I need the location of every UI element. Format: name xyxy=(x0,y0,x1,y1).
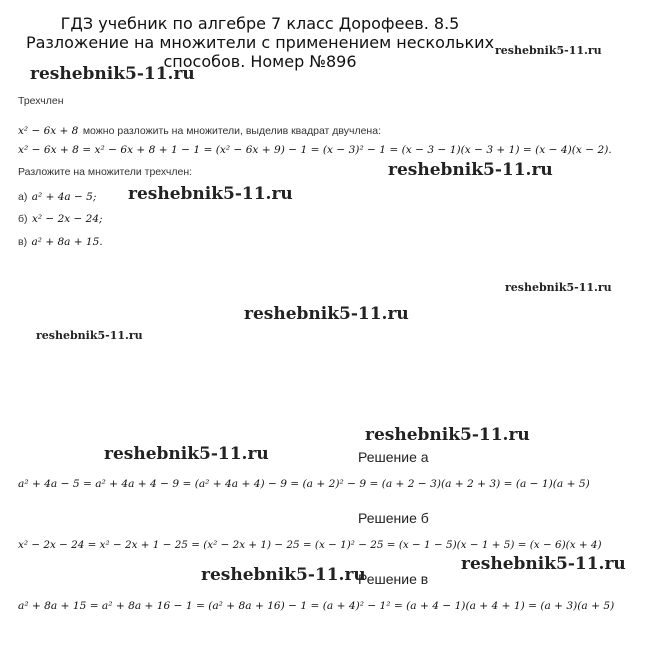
intro-explain xyxy=(18,121,381,139)
solution-heading: Решение б xyxy=(358,510,429,526)
item-expr: x² − 2x − 24; xyxy=(31,213,103,225)
page-title: ГДЗ учебник по алгебре 7 класс Дорофеев. 8.5 Разложение на множители с применением нескольких способов. Номер №896 xyxy=(25,14,495,71)
intro-task: Разложите на множители трехчлен: xyxy=(18,166,193,178)
list-item xyxy=(18,232,103,250)
solution-expr: x² − 2x − 24 = x² − 2x + 1 − 25 = (x² − 2x + 1) − 25 = (x − 1)² − 25 = (x − 1 − 5)(x − 1 + 5) = (x − 6)(x + 4) xyxy=(18,539,602,551)
list-item xyxy=(18,187,96,205)
intro-explain-text: можно разложить на множители, выделив квадрат двучлена: xyxy=(82,125,381,137)
item-expr: a² + 8a + 15. xyxy=(31,236,103,248)
solution-heading: Решение а xyxy=(358,449,429,465)
item-label: б) xyxy=(18,213,28,225)
solution-heading: Решение в xyxy=(358,571,429,587)
list-item xyxy=(18,209,103,227)
watermark: reshebnik5-11.ru xyxy=(104,444,269,464)
watermark: reshebnik5-11.ru xyxy=(388,160,553,180)
watermark: reshebnik5-11.ru xyxy=(244,304,409,324)
item-expr: a² + 4a − 5; xyxy=(31,191,97,203)
watermark: reshebnik5-11.ru xyxy=(365,425,530,445)
item-label: а) xyxy=(18,191,28,203)
intro-example: x² − 6x + 8 = x² − 6x + 8 + 1 − 1 = (x² − 6x + 9) − 1 = (x − 3)² − 1 = (x − 3 − 1)(x − 3 + 1) = (x − 4)(x − 2). xyxy=(18,144,612,156)
solution-expr: a² + 8a + 15 = a² + 8a + 16 − 1 = (a² + 8a + 16) − 1 = (a + 4)² − 1² = (a + 4 − 1)(a + 4 + 1) = (a + 3)(a + 5) xyxy=(18,600,615,612)
watermark: reshebnik5-11.ru xyxy=(201,565,366,585)
intro-explain-expr: x² − 6x + 8 xyxy=(18,125,79,137)
watermark: reshebnik5-11.ru xyxy=(36,329,143,342)
watermark: reshebnik5-11.ru xyxy=(461,554,626,574)
watermark: reshebnik5-11.ru xyxy=(505,281,612,294)
watermark: reshebnik5-11.ru xyxy=(495,44,602,57)
intro-label: Трехчлен xyxy=(18,95,64,107)
watermark: reshebnik5-11.ru xyxy=(128,184,293,204)
item-label: в) xyxy=(18,236,28,248)
watermark: reshebnik5-11.ru xyxy=(30,64,195,84)
solution-expr: a² + 4a − 5 = a² + 4a + 4 − 9 = (a² + 4a + 4) − 9 = (a + 2)² − 9 = (a + 2 − 3)(a + 2 + 3) = (a − 1)(a + 5) xyxy=(18,478,590,490)
